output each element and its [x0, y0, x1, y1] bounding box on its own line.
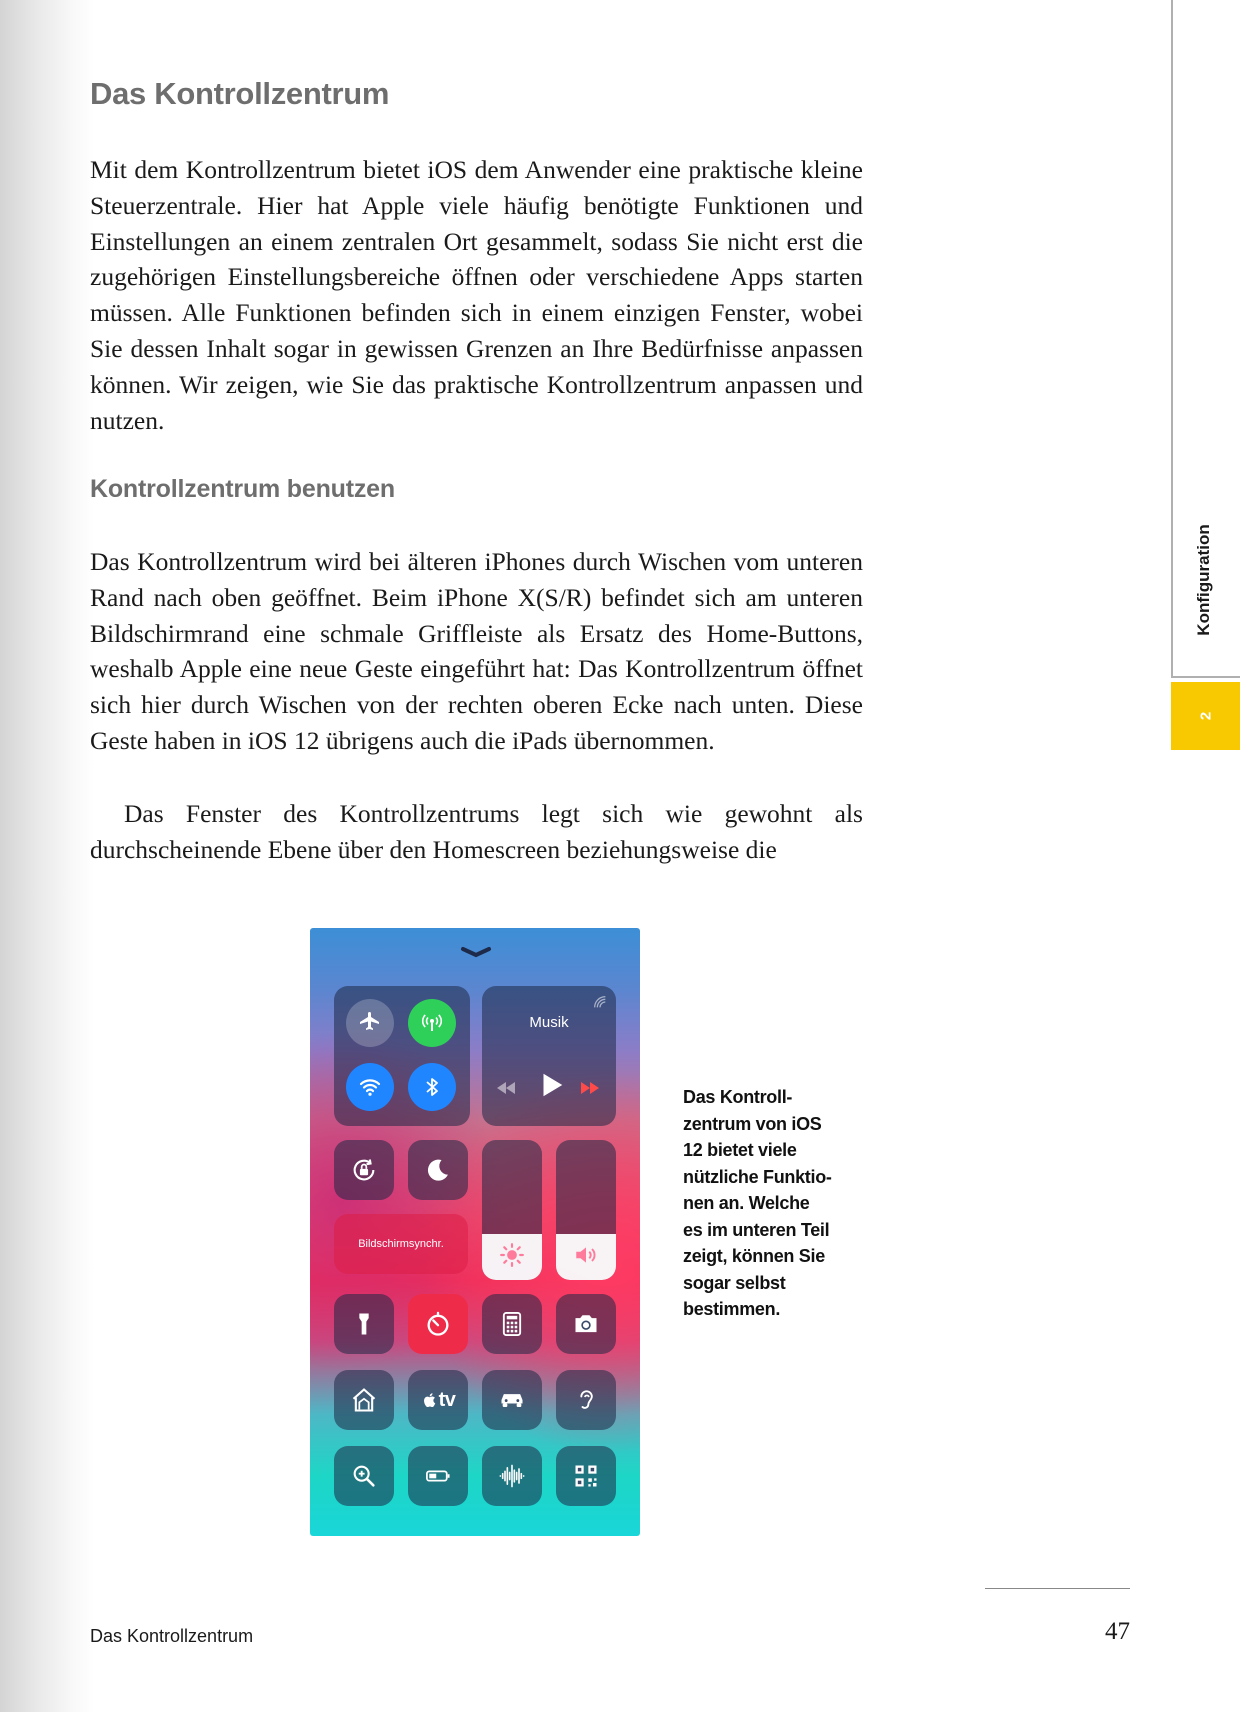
home-button: [334, 1370, 394, 1430]
qr-scanner-button: [556, 1446, 616, 1506]
wifi-toggle: [346, 1063, 394, 1111]
brightness-slider: [482, 1140, 542, 1280]
qr-code-icon: [572, 1462, 600, 1490]
rotation-lock-icon: [350, 1156, 378, 1184]
apple-tv-icon: [421, 1391, 439, 1409]
calculator-button: [482, 1294, 542, 1354]
cellular-icon: [420, 1011, 444, 1035]
footer-rule: [985, 1588, 1130, 1589]
airplay-icon: [592, 994, 608, 1010]
chapter-tab-border: [1171, 0, 1173, 678]
bluetooth-icon: [420, 1075, 444, 1099]
chapter-tab-label: [1179, 510, 1229, 650]
voice-memo-icon: [498, 1462, 526, 1490]
magnifier-icon: [350, 1462, 378, 1490]
control-center-screenshot: [310, 928, 640, 1536]
connectivity-panel: [334, 986, 470, 1126]
screen-mirroring-label: Bildschirmsynchr.: [358, 1238, 444, 1250]
rewind-icon: [494, 1076, 518, 1100]
page-title: Das Kontrollzentrum: [90, 76, 390, 111]
flashlight-icon: [350, 1310, 378, 1338]
chapter-tab-text: Konfiguration: [1194, 524, 1213, 636]
ear-icon: [572, 1386, 600, 1414]
speaker-icon: [573, 1242, 599, 1268]
airplane-icon: [358, 1011, 382, 1035]
fast-forward-icon: [578, 1076, 602, 1100]
running-title: Das Kontrollzentrum: [90, 1626, 254, 1646]
volume-slider: [556, 1140, 616, 1280]
chapter-number-tab: [1171, 682, 1240, 750]
page-gutter-shadow: [0, 0, 95, 1712]
magnifier-button: [334, 1446, 394, 1506]
music-title: Musik: [529, 1014, 569, 1031]
section-heading: Kontrollzentrum benutzen: [90, 475, 395, 503]
moon-icon: [424, 1156, 452, 1184]
do-not-disturb-toggle: [408, 1140, 468, 1200]
music-panel: [482, 986, 616, 1126]
low-power-mode-button: [408, 1446, 468, 1506]
screen-mirroring-button: [334, 1214, 468, 1274]
calculator-icon: [498, 1310, 526, 1338]
chapter-tab-border-bottom: [1171, 676, 1240, 678]
cellular-data-toggle: [408, 999, 456, 1047]
apple-tv-label: tv: [438, 1388, 456, 1411]
chapter-number: 2: [1197, 711, 1214, 721]
intro-paragraph: Mit dem Kontrollzentrum bietet iOS dem Anwender eine praktische kleine Steuerzentrale. Hier hat Apple viele häufig benötigte Funktionen und Einstellungen an einem zentralen Ort gesammelt, sodass Sie nicht erst die zugehörigen Einstellungsbereiche öffnen oder verschiedene Apps starten müssen. Alle Funktionen befinden sich in einem einzigen Fenster, wobei Sie dessen Inhalt sogar in gewissen Grenzen an Ihre Bedürfnisse anpassen können. Wir zeigen, wie Sie das praktische Kontrollzentrum anpassen und nutzen.: [90, 155, 863, 435]
car-icon: [498, 1386, 526, 1414]
carplay-button: [482, 1370, 542, 1430]
chevron-down-icon: [460, 946, 492, 958]
play-icon: [536, 1070, 566, 1100]
sun-icon: [499, 1242, 525, 1268]
page-number: 47: [1105, 1618, 1130, 1645]
wifi-icon: [358, 1075, 382, 1099]
apple-tv-remote-button: [408, 1370, 468, 1430]
figure-caption: Das Kontrollzentrum von iOS 12 bietet viele nützliche Funktionen an. Welche es im unteren Teil zeigt, können Sie sogar selbst bestimmen.: [683, 1087, 832, 1319]
hearing-button: [556, 1370, 616, 1430]
camera-icon: [572, 1310, 600, 1338]
home-icon: [350, 1386, 378, 1414]
timer-icon: [424, 1310, 452, 1338]
voice-memos-button: [482, 1446, 542, 1506]
body-paragraph-continued: Das Fenster des Kontrollzentrums legt sich wie gewohnt als durchscheinende Ebene über den Homescreen beziehungsweise die: [90, 799, 863, 864]
timer-button: [408, 1294, 468, 1354]
body-paragraph: Das Kontrollzentrum wird bei älteren iPhones durch Wischen vom unteren Rand nach oben geöffnet. Beim iPhone X(S/R) befindet sich am unteren Bildschirmrand eine schmale Griffleiste als Ersatz des Home-Buttons, weshalb Apple eine neue Geste eingeführt hat: Das Kontrollzentrum öffnet sich hier durch Wischen von der rechten oberen Ecke nach unten. Diese Geste haben in iOS 12 übrigens auch die iPads übernommen.: [90, 547, 863, 755]
bluetooth-toggle: [408, 1063, 456, 1111]
camera-button: [556, 1294, 616, 1354]
rotation-lock-toggle: [334, 1140, 394, 1200]
flashlight-button: [334, 1294, 394, 1354]
battery-icon: [424, 1462, 452, 1490]
airplane-mode-toggle: [346, 999, 394, 1047]
